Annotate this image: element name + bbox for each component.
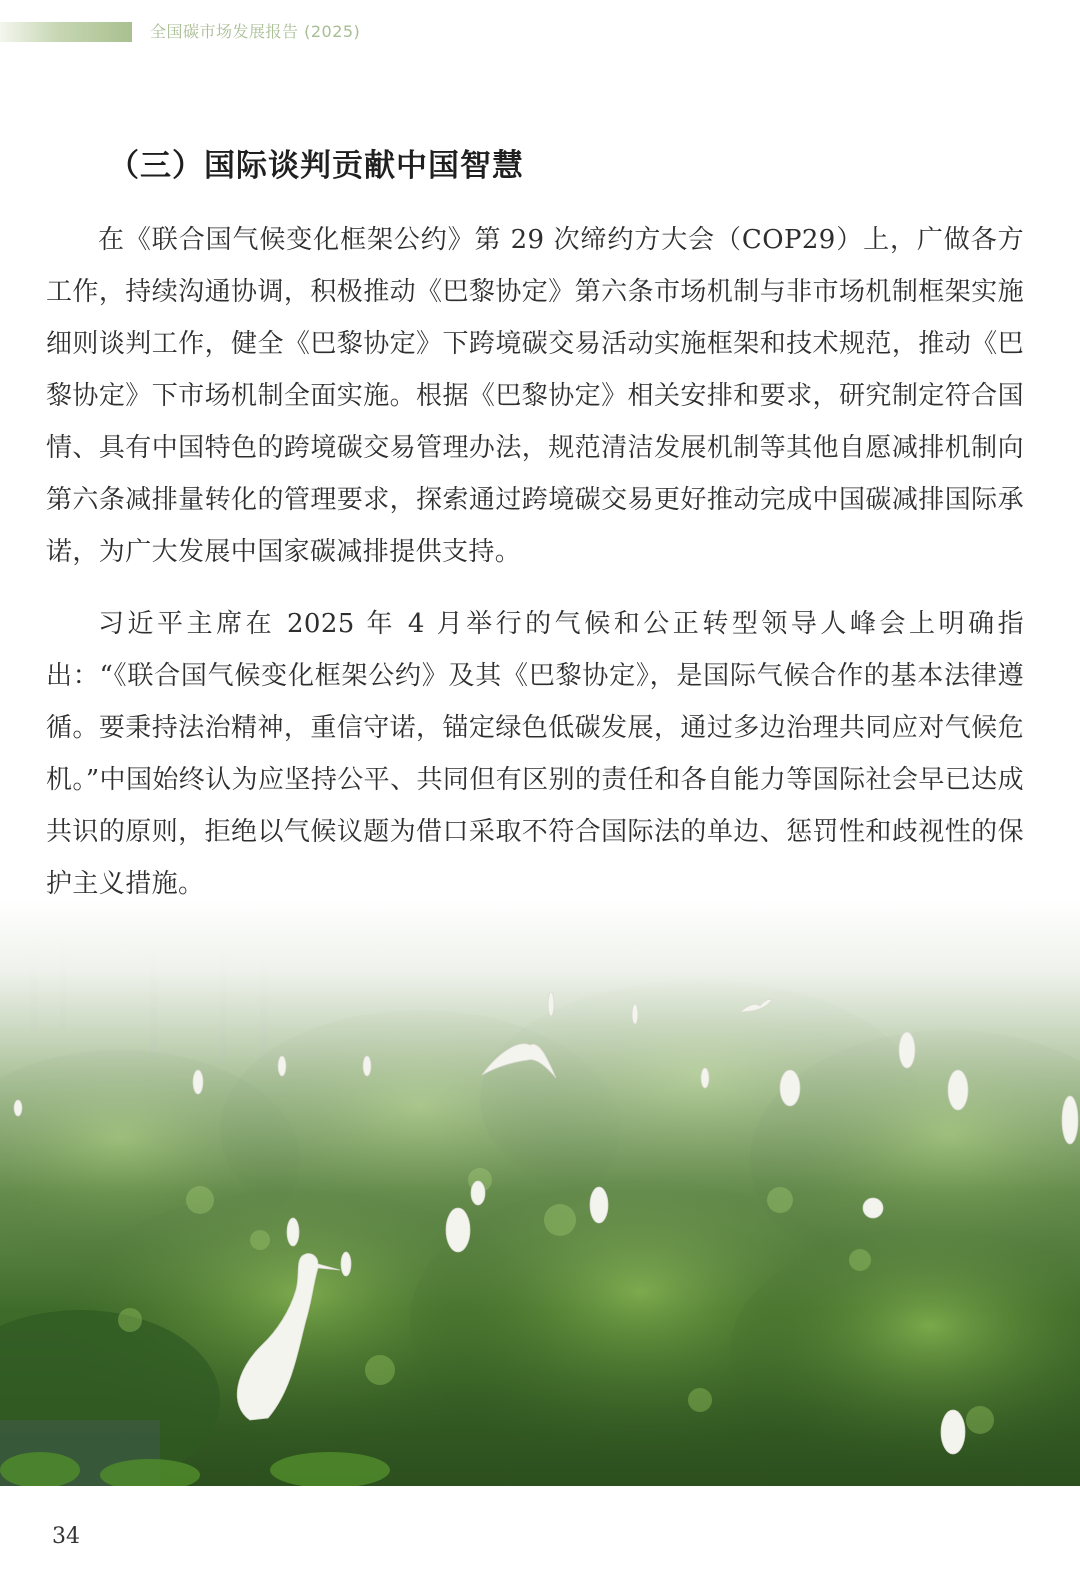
- egrets-in-forest-photo: [0, 900, 1080, 1486]
- paragraph-1-block: [46, 214, 1024, 578]
- running-header-title: 全国碳市场发展报告 (2025): [150, 22, 361, 41]
- paragraph-1: 在《联合国气候变化框架公约》第 29 次缔约方大会（COP29）上，广做各方工作，持续沟通协调，积极推动《巴黎协定》第六条市场机制与非市场机制框架实施细则谈判工作，健全《巴黎协定》下跨境碳交易活动实施框架和技术规范，推动《巴黎协定》下市场机制全面实施。根据《巴黎协定》相关安排和要求，研究制定符合国情、具有中国特色的跨境碳交易管理办法，规范清洁发展机制等其他自愿减排机制向第六条减排量转化的管理要求，探索通过跨境碳交易更好推动完成中国碳减排国际承诺，为广大发展中国家碳减排提供支持。: [46, 225, 1024, 567]
- section-heading: （三）国际谈判贡献中国智慧: [108, 148, 524, 184]
- header-accent-bar: [0, 22, 132, 42]
- paragraph-2: 习近平主席在 2025 年 4 月举行的气候和公正转型领导人峰会上明确指出：“《联合国气候变化框架公约》及其《巴黎协定》，是国际气候合作的基本法律遵循。要秉持法治精神，重信守诺，锚定绿色低碳发展，通过多边治理共同应对气候危机。”中国始终认为应坚持公平、共同但有区别的责任和各自能力等国际社会早已达成共识的原则，拒绝以气候议题为借口采取不符合国际法的单边、惩罚性和歧视性的保护主义措施。: [46, 609, 1024, 899]
- paragraph-2-block: [46, 598, 1024, 910]
- page-number: 34: [52, 1524, 80, 1549]
- egrets-in-forest-illustration: [0, 900, 1080, 1486]
